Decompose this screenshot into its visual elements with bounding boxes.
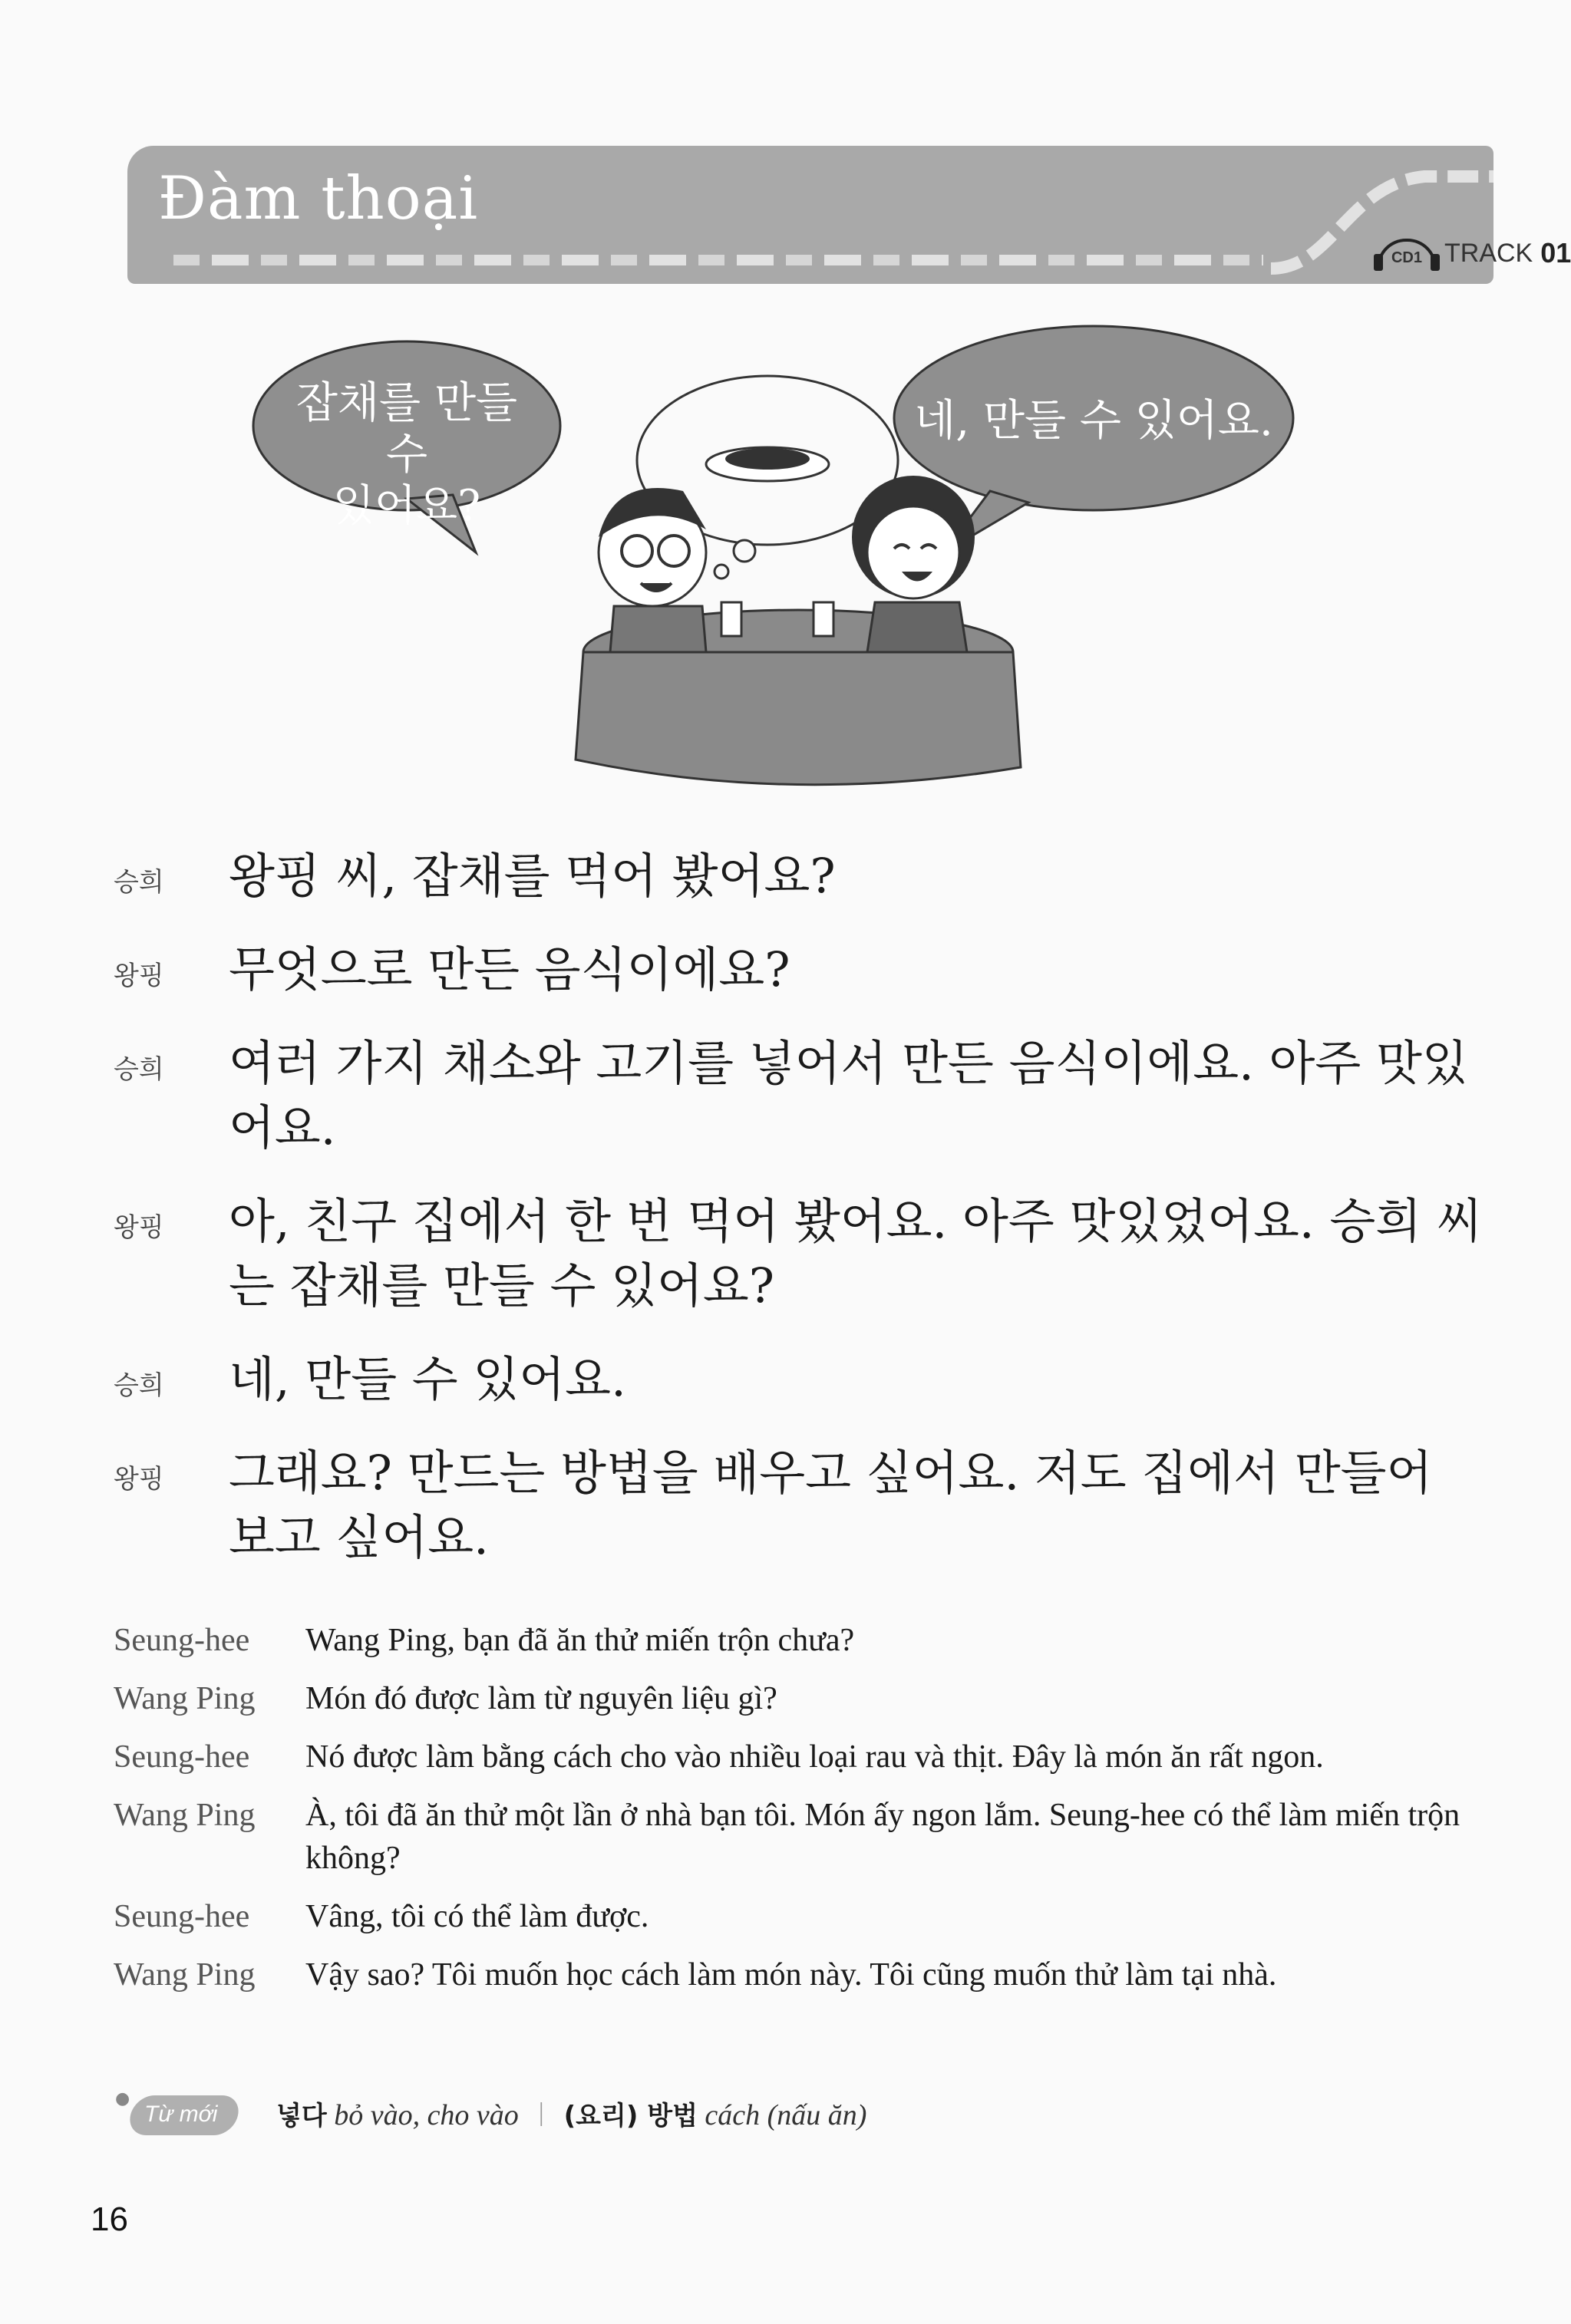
cd-label: CD1 [1391,249,1422,266]
track-number: 01 [1540,237,1571,269]
dialog-text: 왕핑 씨, 잡채를 먹어 봤어요? [229,848,836,904]
translation-text: Wang Ping, bạn đã ăn thử miến trộn chưa? [305,1623,855,1658]
speaker-name: 승희 [114,1370,164,1401]
translation-text: Món đó được làm từ nguyên liệu gì? [305,1681,777,1716]
speaker-name: Wang Ping [114,1957,256,1993]
translation-line [114,1677,1495,1720]
dialog-text: 그래요? 만드는 방법을 배우고 싶어요. 저도 집에서 만들어 보고 싶어요. [229,1445,1433,1565]
dialog-text: 네, 만들 수 있어요. [229,1351,626,1407]
vocab-word: 넣다 [276,2100,327,2131]
banner-road-curve-decoration [1263,153,1493,292]
dialog-text: 아, 친구 집에서 한 번 먹어 봤어요. 아주 맛있었어요. 승희 씨는 잡채를 만들 수 있어요? [229,1193,1483,1314]
left-bubble-line-1: 잡채를 만들 수 [295,378,518,480]
vocab-item [564,2095,867,2132]
translation-text: Vậy sao? Tôi muốn học cách làm món này. Tôi cũng muốn thử làm tại nhà. [305,1957,1277,1993]
speaker-name: 승희 [114,1054,164,1085]
vocab-badge [115,2089,246,2137]
new-vocabulary [115,2088,866,2138]
dialog-text: 여러 가지 채소와 고기를 넣어서 만든 음식이에요. 아주 맛있어요. [229,1035,1468,1155]
speaker-name: 승희 [114,867,164,898]
translation-text: Vâng, tôi có thể làm được. [305,1899,649,1934]
speaker-name: Seung-hee [114,1739,250,1775]
speaker-name: 왕핑 [114,1464,164,1495]
speaker-name: Wang Ping [114,1798,256,1833]
translation-line [114,1953,1495,1996]
speaker-name: 왕핑 [114,961,164,991]
dialog-illustration [253,307,1351,806]
vietnamese-translation [114,1619,1495,2012]
speaker-name: 왕핑 [114,1212,164,1243]
bullet-icon: ● [115,2089,130,2108]
korean-dialog [114,844,1495,1599]
left-bubble-line-2: 있어요? [332,481,481,532]
speaker-name: Seung-hee [114,1623,250,1658]
section-header-banner [127,146,1571,284]
vocab-separator: | [538,2098,544,2127]
headphones-icon [1377,239,1437,268]
translation-line [114,1619,1495,1662]
dialog-line [114,1189,1495,1318]
track-label: TRACK [1444,238,1533,268]
vocab-meaning: cách (nấu ăn) [705,2098,867,2131]
vocab-meaning: bỏ vào, cho vào [334,2098,519,2131]
vocab-badge-label: Từ mới [144,2101,218,2127]
page-number: 16 [91,2200,128,2238]
right-speech-bubble: 네, 만들 수 있어요. [914,396,1273,446]
left-speech-bubble [269,377,545,532]
banner-dash-decoration [173,255,1263,265]
dialog-text: 무엇으로 만든 음식이에요? [229,941,790,997]
translation-line [114,1736,1495,1778]
speaker-name: Seung-hee [114,1899,250,1934]
dialog-line [114,1031,1495,1160]
audio-track-indicator [1377,236,1571,270]
dialog-line [114,938,1495,1002]
vocab-word: (요리) 방법 [563,2100,698,2131]
translation-text: Nó được làm bằng cách cho vào nhiều loại rau và thịt. Đây là món ăn rất ngon. [305,1739,1324,1775]
speaker-name: Wang Ping [114,1681,256,1716]
translation-text: À, tôi đã ăn thử một lần ở nhà bạn tôi. Món ấy ngon lắm. Seung-hee có thể làm miến trộn không? [305,1798,1460,1876]
translation-line [114,1794,1495,1880]
vocab-item [276,2095,519,2132]
dialog-line [114,1441,1495,1570]
translation-line [114,1895,1495,1938]
vocab-list [276,2095,866,2132]
dialog-line [114,844,1495,908]
section-title: Đàm thoại [158,164,479,233]
dialog-line [114,1347,1495,1412]
